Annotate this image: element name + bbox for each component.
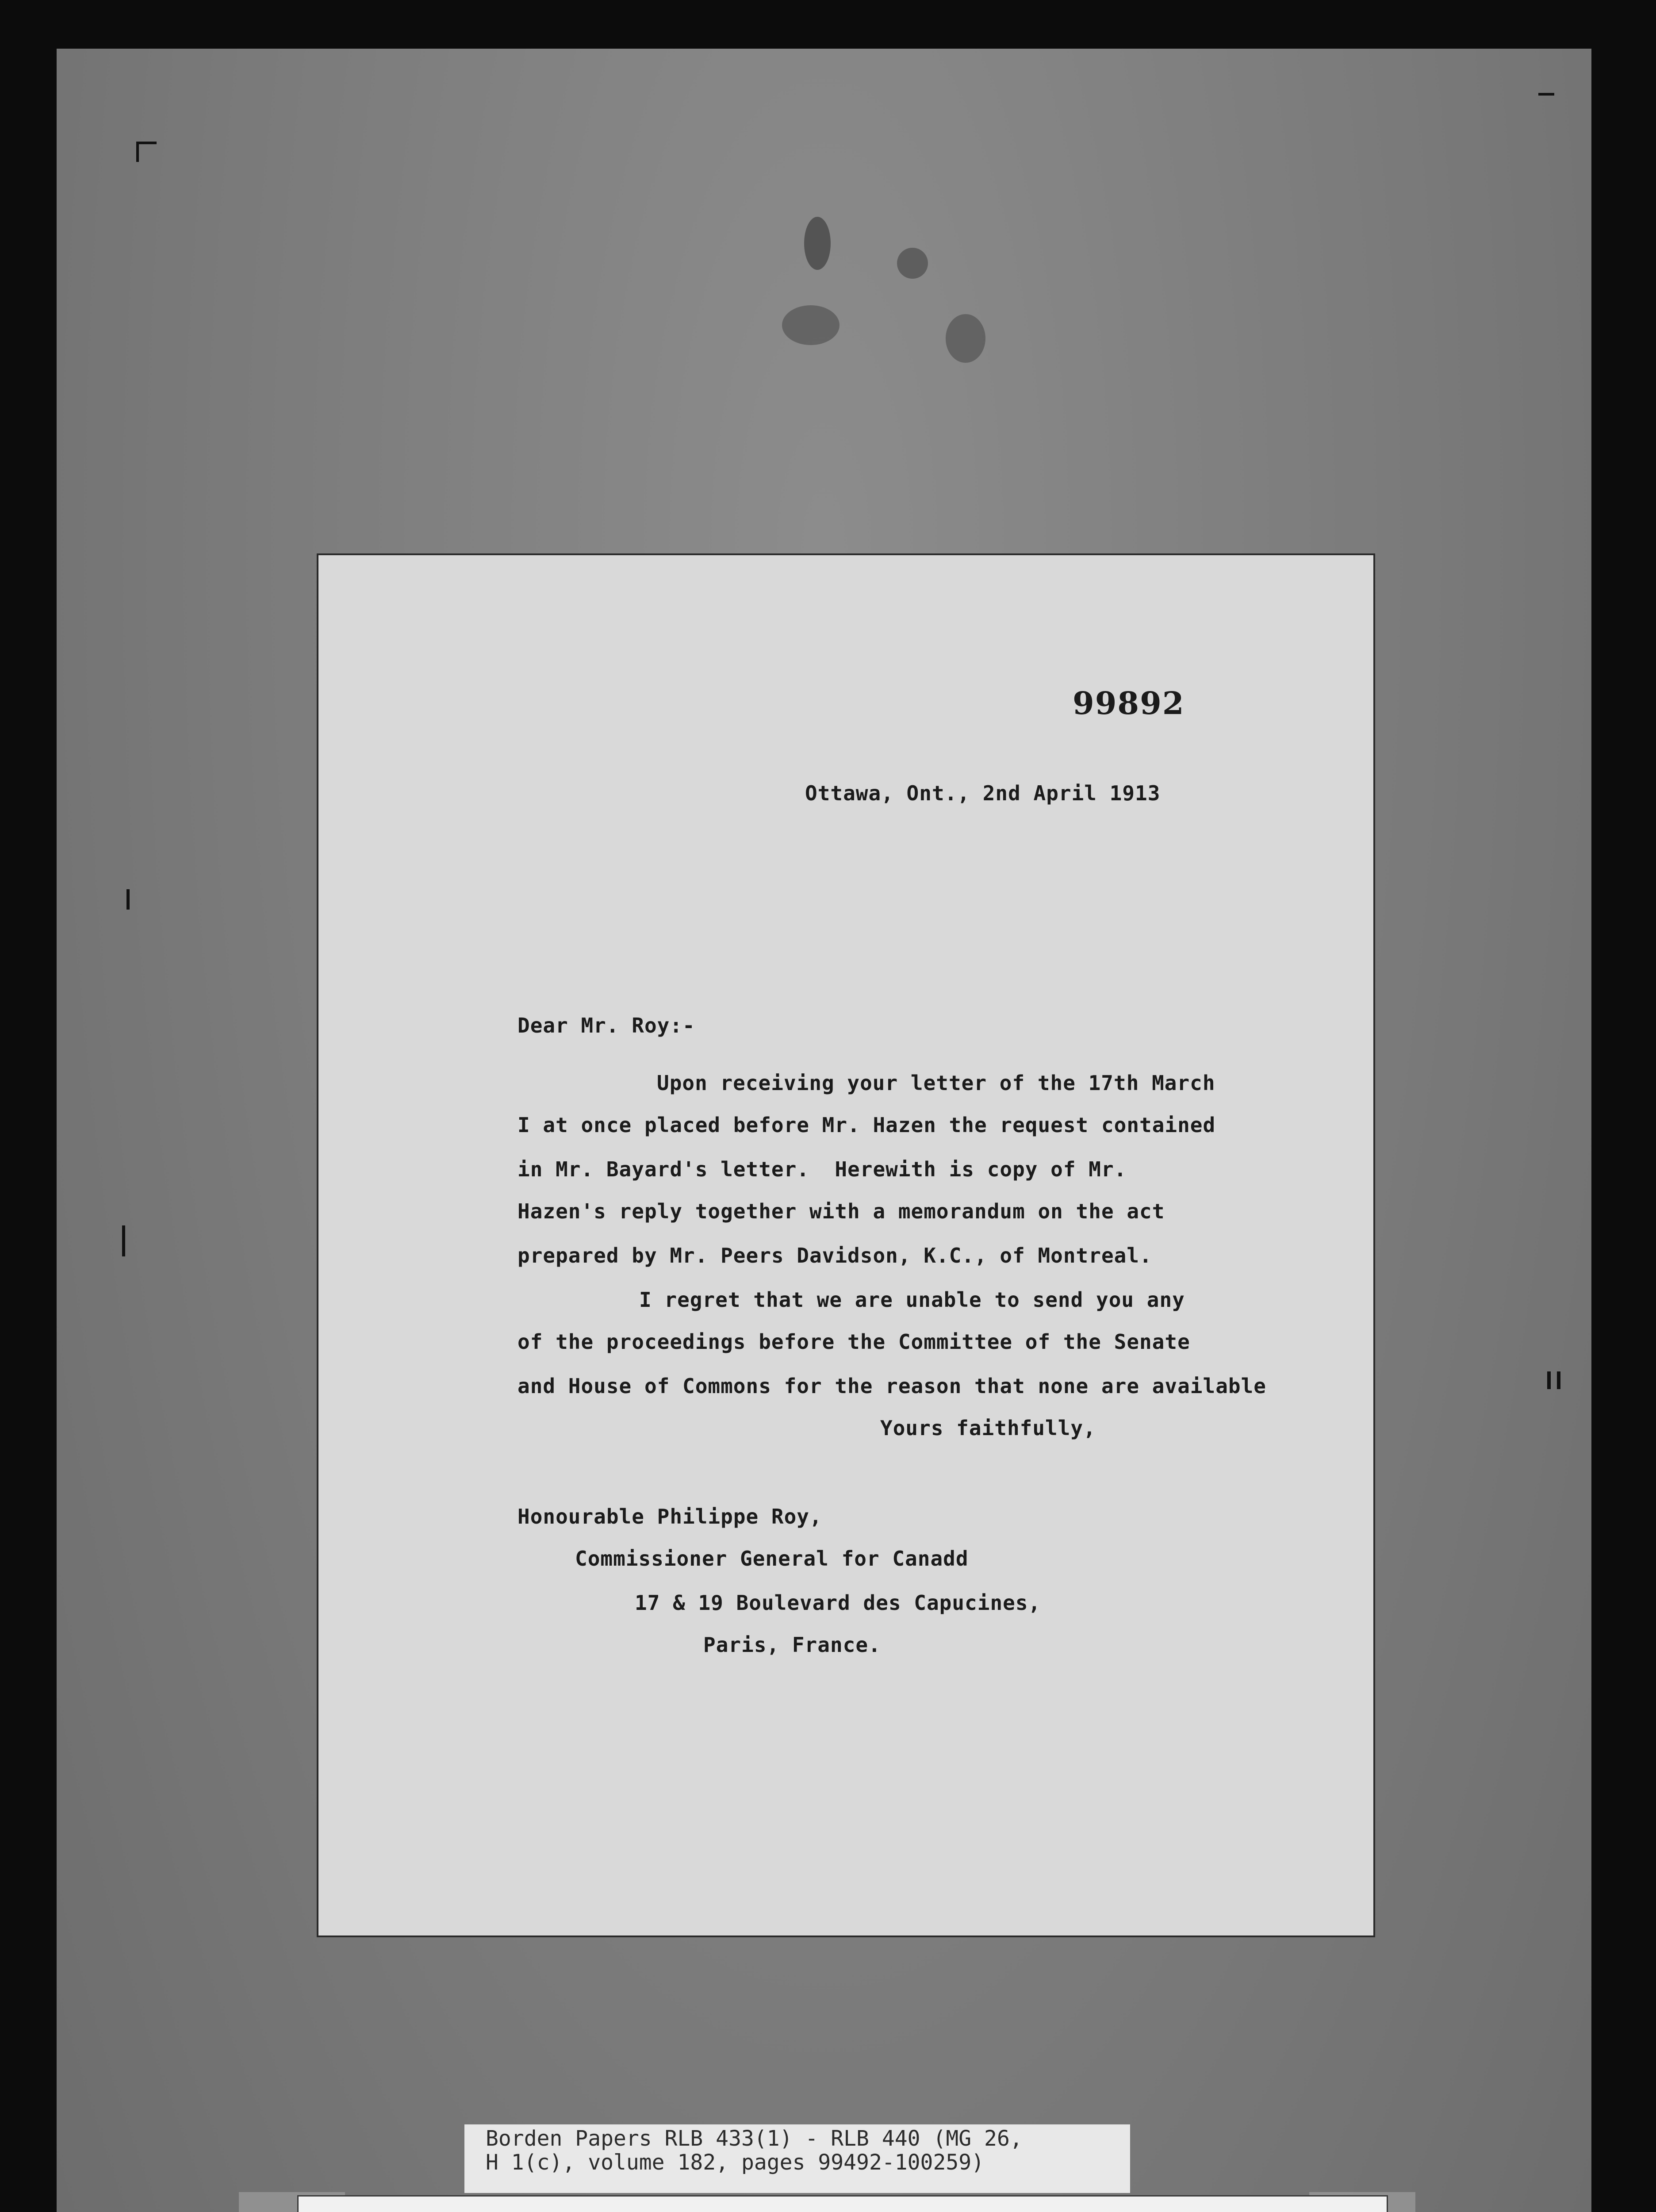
body-line: I at once placed before Mr. Hazen the request contained (518, 1113, 1216, 1137)
body-line: prepared by Mr. Peers Davidson, K.C., of Montreal. (518, 1244, 1152, 1267)
salutation: Dear Mr. Roy:- (518, 1014, 695, 1037)
body-line: and House of Commons for the reason that none are available (518, 1374, 1266, 1398)
edge-tick-mark (1538, 93, 1554, 96)
dateline: Ottawa, Ont., 2nd April 1913 (805, 781, 1161, 805)
address-line: Paris, France. (703, 1633, 881, 1657)
film-smudge (946, 314, 985, 363)
body-line: I regret that we are unable to send you any (639, 1288, 1185, 1312)
film-smudge (804, 217, 831, 270)
caption-line-2: H 1(c), volume 182, pages 99492-100259) (486, 2150, 985, 2175)
typed-letter-page (318, 555, 1373, 1936)
body-line: Upon receiving your letter of the 17th March (657, 1071, 1215, 1095)
body-line: in Mr. Bayard's letter. Herewith is copy of Mr. (518, 1157, 1127, 1181)
body-line: of the proceedings before the Committee of the Senate (518, 1330, 1190, 1354)
corner-registration-mark (136, 142, 157, 162)
collection-caption (464, 2124, 1130, 2193)
public-archives-label (299, 2197, 1387, 2212)
edge-tick-mark (1557, 1371, 1560, 1389)
body-line: Hazen's reply together with a memorandum on the act (518, 1199, 1165, 1223)
address-line: 17 & 19 Boulevard des Capucines, (635, 1591, 1041, 1615)
closing: Yours faithfully, (880, 1416, 1096, 1440)
edge-tick-mark (122, 1225, 125, 1256)
caption-line-1: Borden Papers RLB 433(1) - RLB 440 (MG 26, (486, 2126, 1023, 2151)
edge-tick-mark (1547, 1371, 1551, 1389)
film-smudge (897, 248, 928, 279)
address-line: Honourable Philippe Roy, (518, 1505, 822, 1528)
address-line: Commissioner General for Canadd (575, 1547, 969, 1571)
edge-tick-mark (126, 889, 130, 910)
page-number: 99892 (1073, 685, 1185, 722)
film-smudge (782, 305, 840, 345)
